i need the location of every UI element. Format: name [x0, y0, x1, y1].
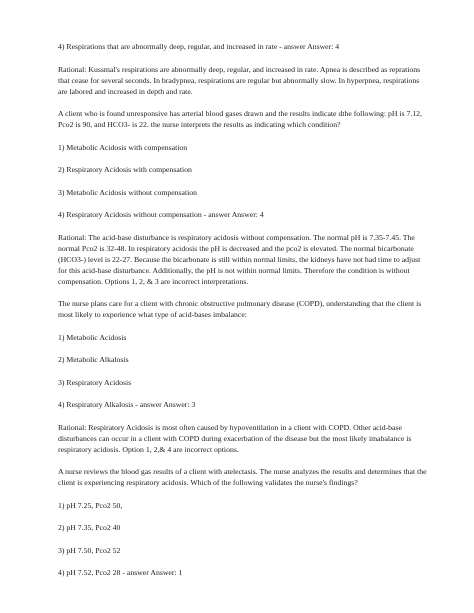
- option-line: 1) Metabolic Acidosis: [58, 332, 127, 342]
- rationale-paragraph: Rational: Respiratory Acidosis is most often caused by hypoventilation in a client with COPD. Other acid-base disturbances can occur in a client with COPD during exacerbation of the disease but the most likely imabalance is respiratory acidosis. Option 1, 2,& 4 are incorrect options.: [58, 422, 412, 454]
- question-paragraph: The nurse plans care for a client with chronic obstructive pulmonary disease (COPD), understanding that the client is most likely to experience what type of acid-bases imbalance:: [58, 299, 422, 319]
- answer-line: 4) pH 7.52, Pco2 28 - answer Answer: 1: [58, 568, 183, 577]
- answer-line: 4) Respiratory Alkalosis - answer Answer: 3: [58, 400, 196, 409]
- option-line: 2) pH 7.35, Pco2 40: [58, 523, 121, 532]
- rationale-paragraph: Rational: Kussmal's respirations are abnormally deep, regular, and increased in rate. Apnea is described as reprations that cease for several seconds. In bradypnea, respirations are regular but abnormally slow. In hyperpnea, respirations are labored and increased in depth and rate.: [58, 64, 421, 96]
- answer-line: 4) Respiratory Acidosis without compensation - answer Answer: 4: [58, 210, 264, 219]
- document-body: [58, 41, 430, 590]
- rationale-paragraph: Rational: The acid-base disturbance is respiratory acidosis without compensation. The normal pH is 7.35-7.45. The normal Pco2 is 32-48. In respiratory acidosis the pH is decreased and the pco2 is elevated. The normal bicarbonate (HCO3-) level is 22-27. Because the bicarbonate is still within normal limits, the kidneys have not had time to adjust for this acid-base disturbance. Additionally, the pH is not within normal limits. Therefore the condition is without compensation. Options 1, 2, & 3 are incorrect interpretations.: [58, 232, 421, 286]
- question-paragraph: A nurse reviews the blood gas results of a client with atelectasis. The nurse analyzes the results and determines that the client is experiencing respiratory acidosis. Which of the following validates the nurse's findings?: [58, 467, 427, 487]
- option-line: 2) Metabolic Alkalosis: [58, 355, 129, 364]
- option-line: 3) Metabolic Acidosis without compensation: [58, 187, 198, 197]
- option-line: 2) Respiratory Acidosis with compensation: [58, 165, 192, 174]
- option-line: 3) pH 7.50, Pco2 52: [58, 545, 121, 555]
- question-paragraph: A client who is found unresponsive has arterial blood gases drawn and the results indicate dthe following: pH is 7.12, Pco2 is 90, and HCO3- is 22. the nurse interprets the results as indicating which condition?: [58, 109, 422, 129]
- answer-line: 4) Respirations that are abnormally deep, regular, and increased in rate - answer Answer: 4: [58, 42, 340, 51]
- option-line: 1) pH 7.25, Pco2 50,: [58, 500, 123, 510]
- option-line: 1) Metabolic Acidosis with compensation: [58, 142, 188, 152]
- option-line: 3) Respiratory Acidosis: [58, 377, 132, 387]
